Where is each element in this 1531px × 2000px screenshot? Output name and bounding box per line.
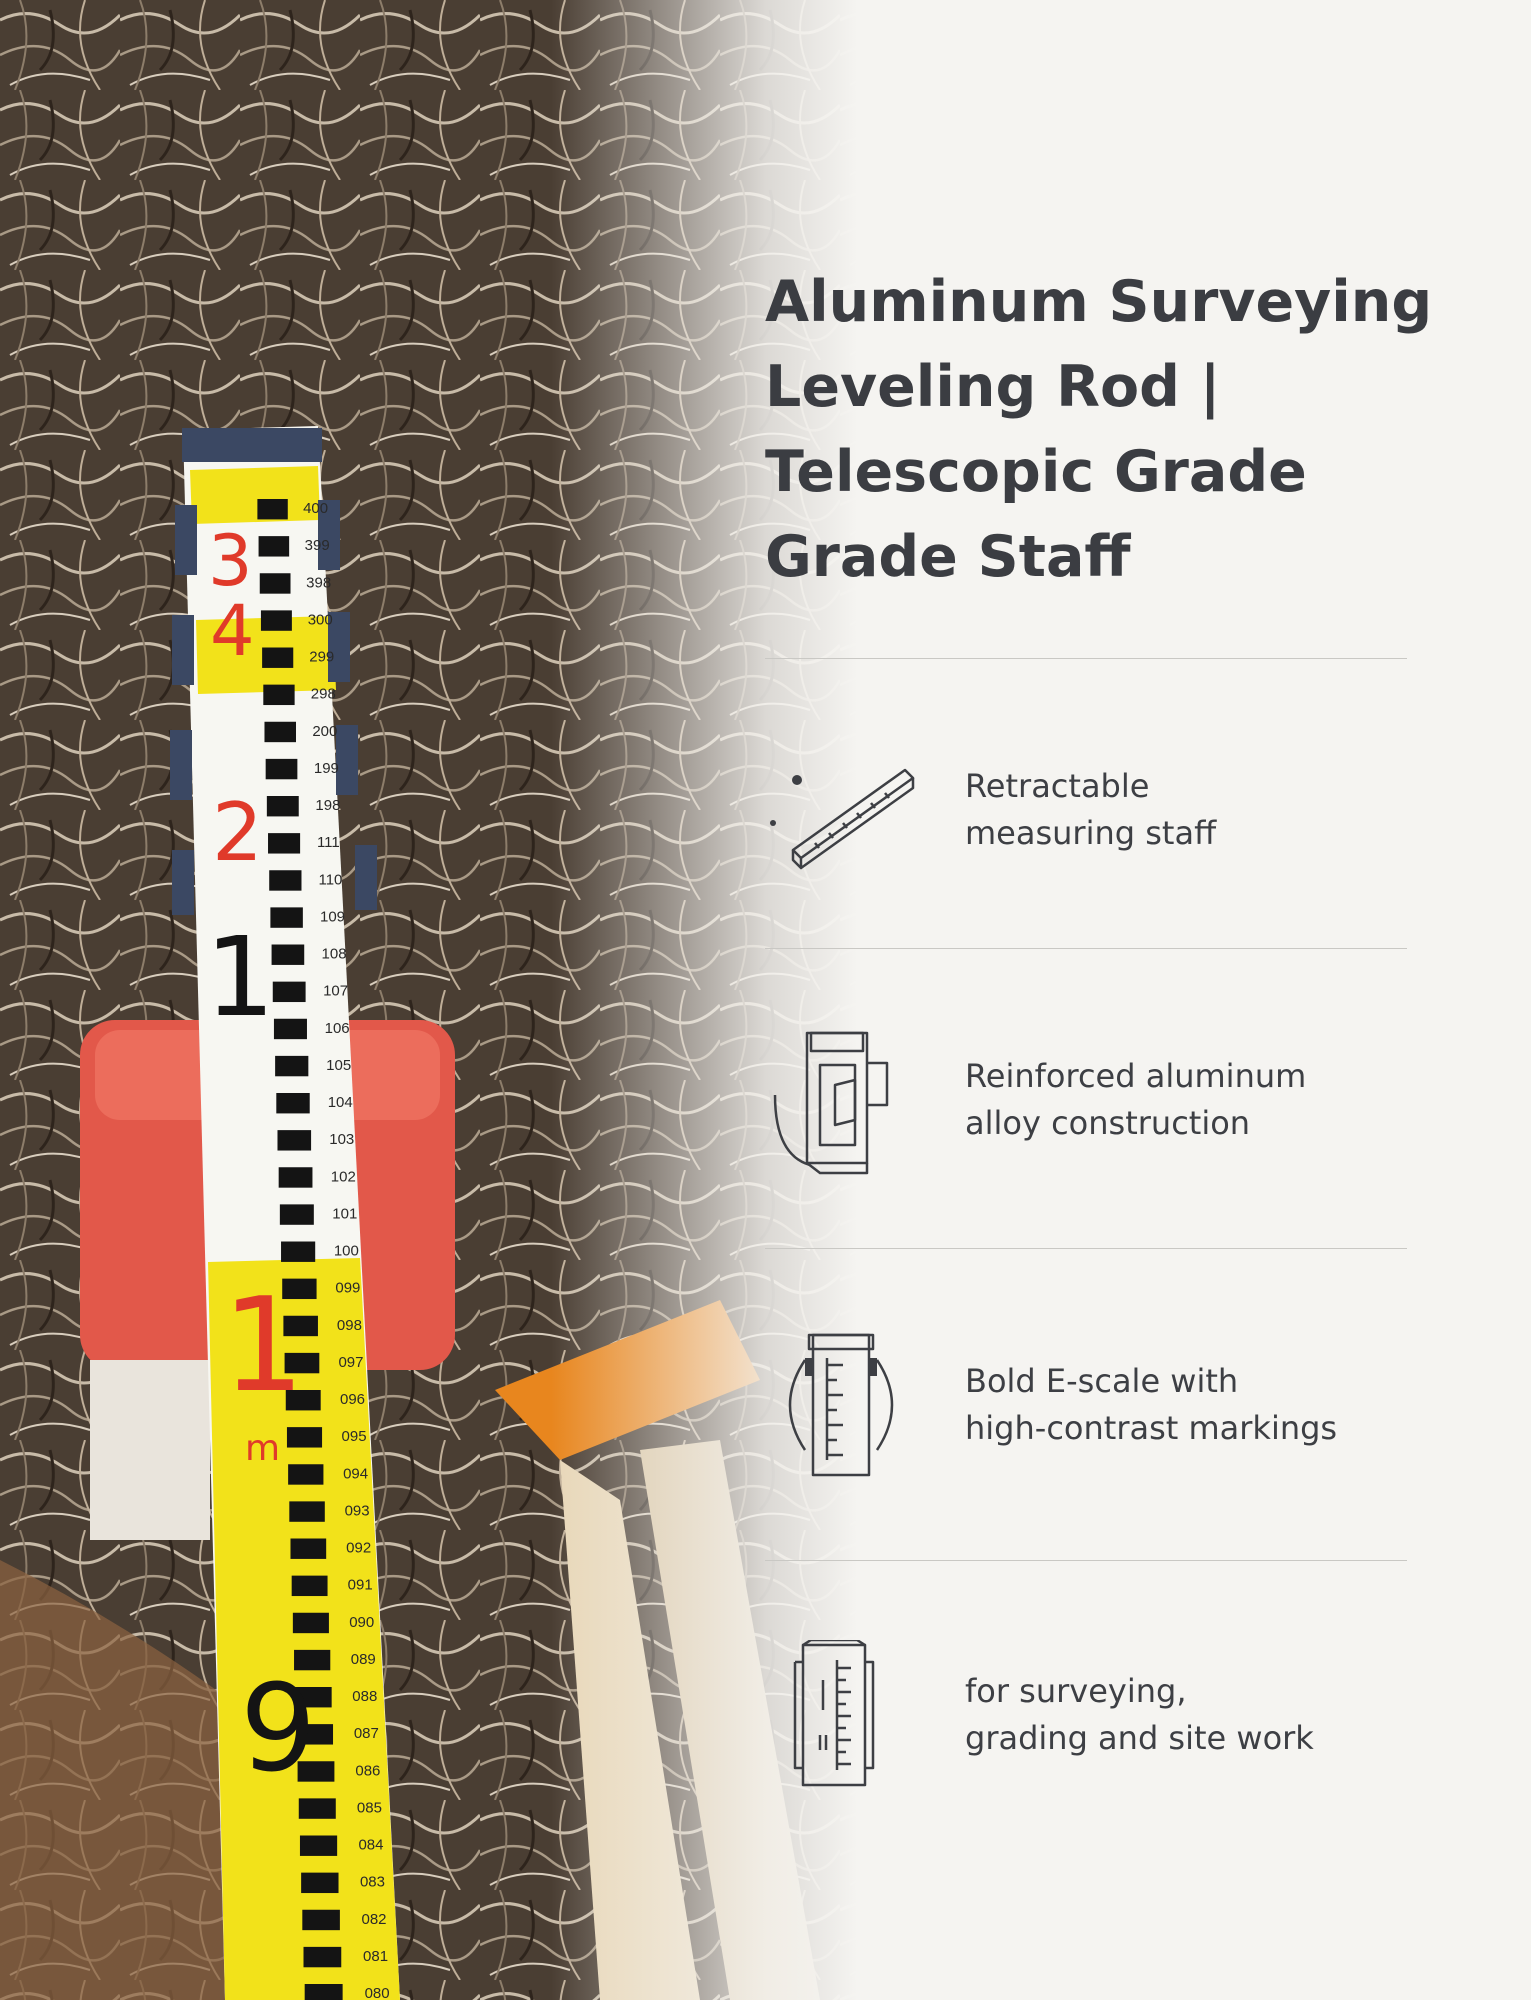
divider — [765, 658, 1407, 659]
scale-staff-icon — [765, 1330, 915, 1480]
feature-retractable — [765, 735, 1407, 885]
title-line-2: Leveling Rod | — [765, 354, 1221, 420]
ruler-stick-icon — [765, 735, 915, 885]
feature-line: measuring staff — [965, 814, 1217, 852]
feature-text — [965, 1358, 1337, 1452]
feature-line: grading and site work — [965, 1719, 1314, 1757]
feature-text — [965, 1053, 1306, 1147]
divider — [765, 1248, 1407, 1249]
feature-aluminum — [765, 1025, 1407, 1175]
title-line-3: Telescopic Grade — [765, 439, 1307, 505]
feature-site-work — [765, 1640, 1407, 1790]
feature-line: Retractable — [965, 767, 1150, 805]
feature-line: alloy construction — [965, 1104, 1251, 1142]
title-line-1: Aluminum Surveying — [765, 269, 1433, 335]
feature-line: Reinforced aluminum — [965, 1057, 1307, 1095]
feature-line: high-contrast markings — [965, 1409, 1338, 1447]
divider — [765, 948, 1407, 949]
divider — [765, 1560, 1407, 1561]
title-line-4: Grade Staff — [765, 524, 1131, 590]
feature-text — [965, 1668, 1314, 1762]
product-title — [765, 260, 1465, 600]
site-staff-icon — [765, 1640, 915, 1790]
feature-text — [965, 763, 1216, 857]
feature-line: for surveying, — [965, 1672, 1187, 1710]
feature-line: Bold E-scale with — [965, 1362, 1239, 1400]
aluminum-profile-icon — [765, 1025, 915, 1175]
feature-e-scale — [765, 1330, 1407, 1480]
